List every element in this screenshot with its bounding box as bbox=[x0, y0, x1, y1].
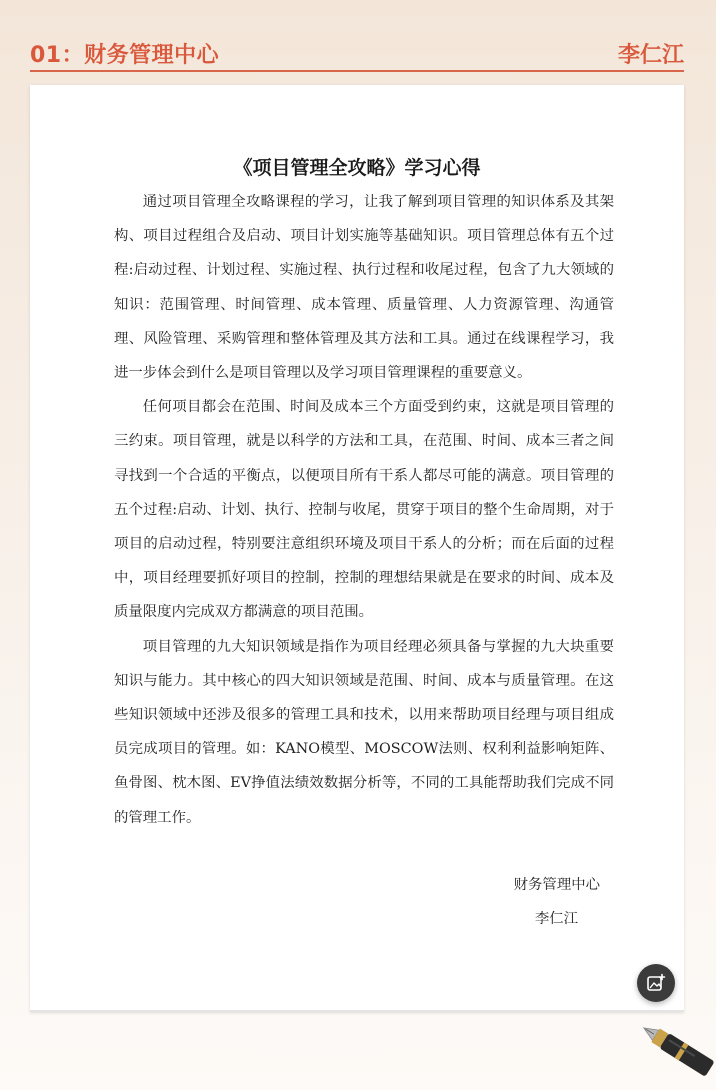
page-header bbox=[30, 36, 684, 72]
document-body bbox=[114, 185, 614, 835]
document-page bbox=[30, 85, 684, 1012]
add-image-button[interactable] bbox=[637, 964, 675, 1002]
header-author: 李仁江 bbox=[617, 43, 684, 68]
signature-department: 财务管理中心 bbox=[513, 877, 600, 893]
fountain-pen-icon bbox=[636, 1018, 716, 1082]
header-title: 01：财务管理中心 bbox=[30, 43, 220, 68]
paragraph-2: 任何项目都会在范围、时间及成本三个方面受到约束，这就是项目管理的三约束。项目管理，就是以科学的方法和工具，在范围、时间、成本三者之间寻找到一个合适的平衡点，以便项目所有干系人都尽可能的满意。项目管理的五个过程:启动、计划、执行、控制与收尾，贯穿于项目的整个生命周期，对于项目的启动过程，特别要注意组织环境及项目干系人的分析；而在后面的过程中，项目经理要抓好项目的控制，控制的理想结果就是在要求的时间、成本及质量限度内完成双方都满意的项目范围。 bbox=[114, 399, 614, 621]
document-title: 《项目管理全攻略》学习心得 bbox=[233, 157, 481, 179]
signature-name: 李仁江 bbox=[534, 911, 578, 927]
paragraph-1: 通过项目管理全攻略课程的学习，让我了解到项目管理的知识体系及其架构、项目过程组合及启动、项目计划实施等基础知识。项目管理总体有五个过程:启动过程、计划过程、实施过程、执行过程和收尾过程，包含了九大领域的知识：范围管理、时间管理、成本管理、质量管理、人力资源管理、沟通管理、风险管理、采购管理和整体管理及其方法和工具。通过在线课程学习，我进一步体会到什么是项目管理以及学习项目管理课程的重要意义。 bbox=[114, 194, 614, 382]
paragraph-3: 项目管理的九大知识领域是指作为项目经理必须具备与掌握的九大块重要知识与能力。其中核心的四大知识领域是范围、时间、成本与质量管理。在这些知识领域中还涉及很多的管理工具和技术，以用来帮助项目经理与项目组成员完成项目的管理。如：KANO模型、MOSCOW法则、权利利益影响矩阵、鱼骨图、枕木图、EV挣值法绩效数据分析等，不同的工具能帮助我们完成不同的管理工作。 bbox=[114, 638, 614, 826]
